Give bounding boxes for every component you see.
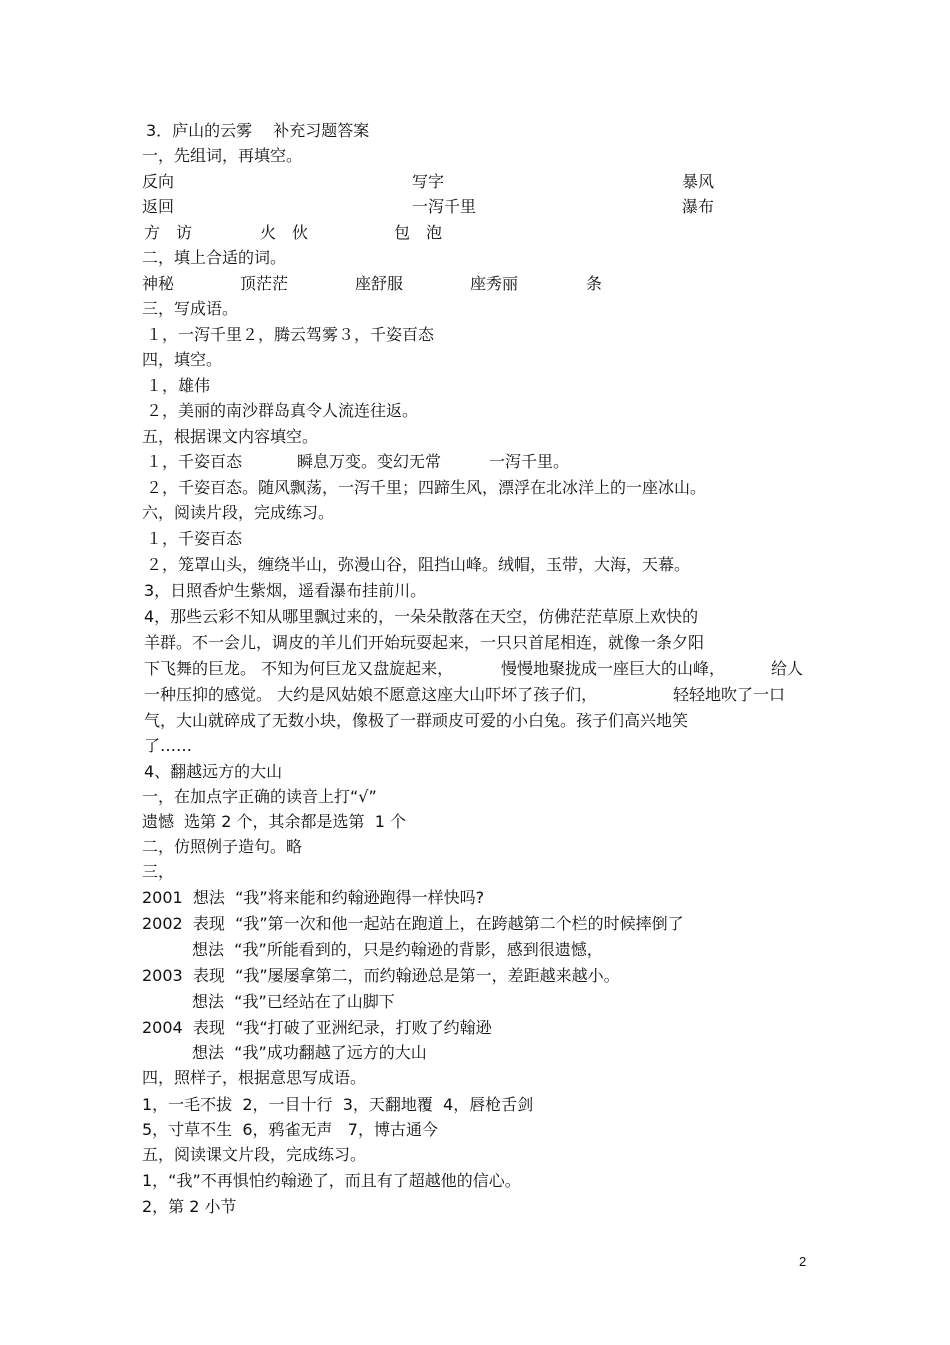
section-heading: 六，阅读片段，完成练习。 [142, 503, 335, 522]
section-heading: 三， [142, 862, 175, 881]
timeline-entry: 想法 “我”所能看到的，只是约翰逊的背影，感到很遗憾， [192, 940, 603, 959]
answer-text: 一种压抑的感觉。 大约是风姑娘不愿意这座大山吓坏了孩子们， [144, 685, 598, 704]
answer-text: 反向 [142, 172, 175, 191]
answer-text: 一泻千里 [412, 197, 477, 216]
timeline-entry: 2003 表现 “我”屡屡拿第二，而约翰逊总是第一，差距越来越小。 [142, 966, 620, 985]
section-heading: 三，写成语。 [142, 299, 239, 318]
section-heading: 二，仿照例子造句。略 [142, 837, 303, 856]
answer-text: 座舒服 [355, 274, 404, 293]
answer-text: 条 [586, 274, 603, 293]
lesson-title: 3．庐山的云雾 补充习题答案 [146, 121, 370, 140]
answer-text: 瀑布 [682, 197, 715, 216]
lesson-title: 4、翻越远方的大山 [144, 762, 283, 781]
timeline-entry: 想法 “我”已经站在了山脚下 [192, 992, 395, 1011]
answer-text: 顶茫茫 [240, 274, 289, 293]
answer-text: 3，日照香炉生紫烟，遥看瀑布挂前川。 [144, 581, 427, 600]
answer-text: 写字 [412, 172, 445, 191]
section-heading: 五，根据课文内容填空。 [142, 427, 319, 446]
timeline-entry: 2002 表现 “我”第一次和他一起站在跑道上，在跨越第二个栏的时候摔倒了 [142, 914, 684, 933]
answer-text: ２，笼罩山头，缠绕半山，弥漫山谷，阻挡山峰。绒帽，玉带，大海，天幕。 [146, 555, 691, 574]
answer-text: 瞬息万变。变幻无常 [297, 452, 442, 471]
answer-text: １，千姿百态 [146, 529, 243, 548]
answer-text: 方 访 [144, 223, 193, 242]
answer-text: １，千姿百态 [146, 452, 243, 471]
answer-text: ２，千姿百态。随风飘荡，一泻千里；四蹄生风，漂浮在北冰洋上的一座冰山。 [146, 478, 707, 497]
answer-text: 一泻千里。 [489, 452, 570, 471]
page-number: 2 [799, 1254, 807, 1269]
section-heading: 四，填空。 [142, 350, 223, 369]
answer-text: 2，第 2 小节 [142, 1197, 237, 1216]
answer-text: １，雄伟 [146, 376, 211, 395]
answer-text: 1，一毛不拔 2，一目十行 3，天翻地覆 4，唇枪舌剑 [142, 1095, 534, 1114]
answer-text: 给人 [771, 659, 804, 678]
answer-text: 神秘 [142, 274, 175, 293]
answer-text: 羊群。不一会儿，调皮的羊儿们开始玩耍起来，一只只首尾相连，就像一条夕阳 [144, 633, 705, 652]
answer-text: 慢慢地聚拢成一座巨大的山峰， [501, 659, 726, 678]
answer-text: １，一泻千里２，腾云驾雾３，千姿百态 [146, 325, 435, 344]
answer-text: 5，寸草不生 6，鸦雀无声 7，博古通今 [142, 1120, 438, 1139]
answer-text: 下飞舞的巨龙。 不知为何巨龙又盘旋起来， [144, 659, 454, 678]
section-heading: 一，在加点字正确的读音上打“√” [142, 787, 377, 806]
timeline-entry: 2004 表现 “我“打破了亚洲纪录，打败了约翰逊 [142, 1018, 492, 1037]
answer-text: 轻轻地吹了一口 [673, 685, 786, 704]
section-heading: 五，阅读课文片段，完成练习。 [142, 1145, 367, 1164]
answer-text: 4，那些云彩不知从哪里飘过来的，一朵朵散落在天空，仿佛茫茫草原上欢快的 [144, 607, 699, 626]
answer-text: 1，“我”不再惧怕约翰逊了，而且有了超越他的信心。 [142, 1171, 521, 1190]
answer-text: ２，美丽的南沙群岛真令人流连往返。 [146, 401, 419, 420]
answer-text: 气，大山就碎成了无数小块，像极了一群顽皮可爱的小白兔。孩子们高兴地笑 [144, 711, 689, 730]
answer-text: 座秀丽 [470, 274, 519, 293]
timeline-entry: 想法 “我”成功翻越了远方的大山 [192, 1043, 427, 1062]
section-heading: 二，填上合适的词。 [142, 248, 287, 267]
section-heading: 一，先组词，再填空。 [142, 146, 303, 165]
answer-text: 包 泡 [394, 223, 443, 242]
answer-text: 返回 [142, 197, 175, 216]
answer-text: 了…… [144, 736, 193, 755]
section-heading: 四，照样子，根据意思写成语。 [142, 1068, 367, 1087]
timeline-entry: 2001 想法 “我”将来能和约翰逊跑得一样快吗? [142, 888, 485, 907]
answer-text: 火 伙 [260, 223, 309, 242]
answer-text: 暴风 [682, 172, 715, 191]
answer-text: 遗憾 选第 2 个，其余都是选第 1 个 [142, 812, 406, 831]
